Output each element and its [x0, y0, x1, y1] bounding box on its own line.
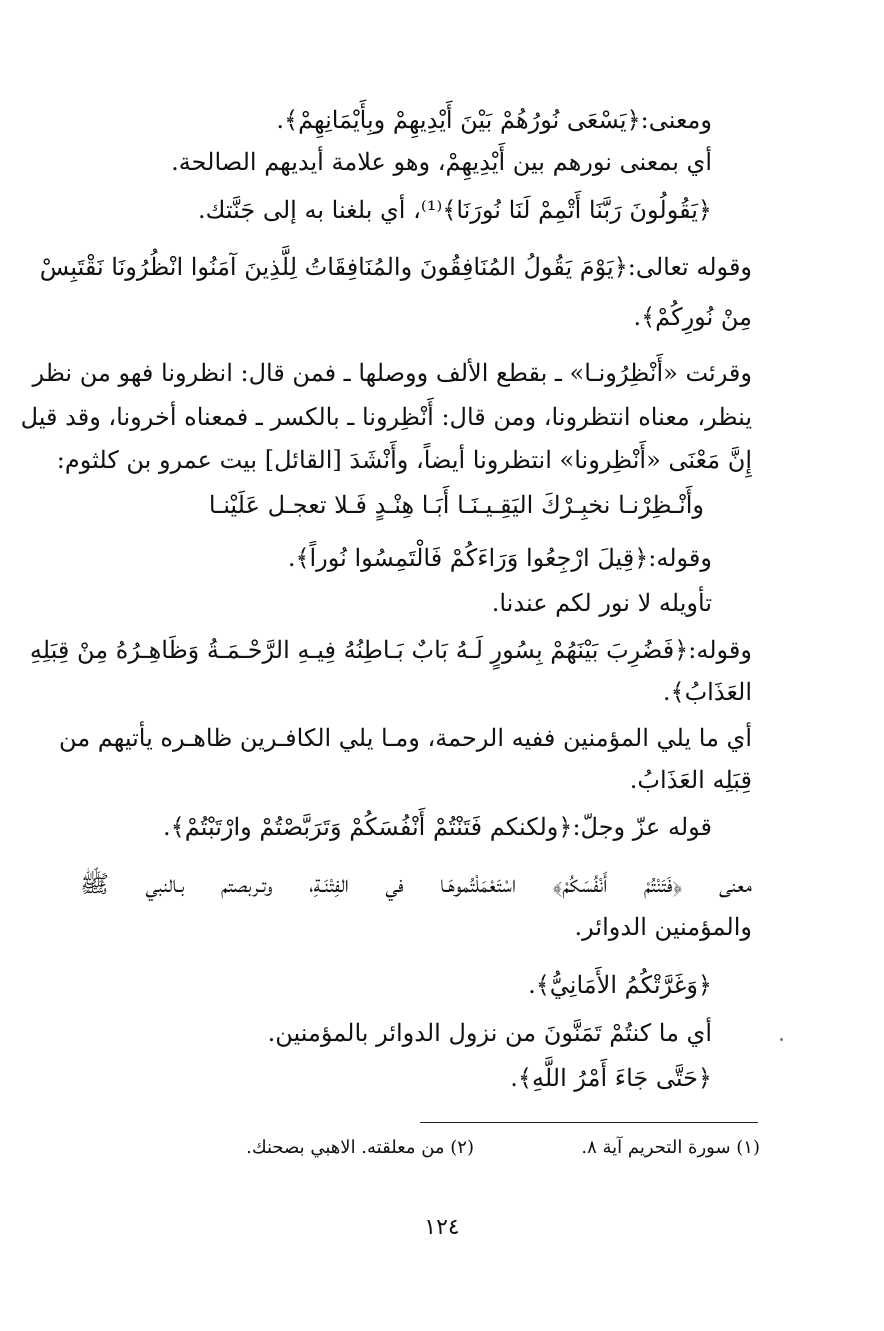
scan-speck [780, 1038, 783, 1041]
text-line-6: وقرئت «أَنْظِرُونـا» ـ بقطع الألف ووصلها ـ فمن قال: انظرونا فهو من نظر [32, 359, 752, 387]
footnote-2: (٢) من معلقته. الاهبي بصحنك. [246, 1137, 474, 1158]
text-line-11: وقوله:﴿فَضُرِبَ بَيْنَهُمْ بِسُورٍ لَـهُ بَابٌ بَـاطِنُهُ فِيـهِ الرَّحْـمَـةُ وَظَاهِـرُهُ مِنْ قِبَلِهِ [29, 636, 752, 664]
text-line-20: ﴿حَتَّى جَاءَ أَمْرُ اللَّهِ﴾. [510, 1064, 712, 1092]
text-line-19: أي ما كنتُمْ تَمَنَّونَ من نزول الدوائر بالمؤمنين. [267, 1019, 712, 1047]
text-line-12: العَذَابُ﴾. [662, 678, 752, 706]
text-line-7: ينظر، معناه انتظرونا، ومن قال: أَنْظِرونا ـ بالكسر ـ فمعناه أخرونا، وقد قيل [20, 403, 752, 431]
text-line-15: قوله عزّ وجلّ:﴿ولكنكم فَتَنْتُمْ أَنْفُسَكُمْ وَتَرَبَّصْتُمْ وارْتَبْتُمْ﴾. [163, 813, 712, 841]
text-line-18: ﴿وَغَرَّتْكُمُ الأَمَانِيُّ﴾. [528, 971, 712, 999]
text-line-13: أي ما يلي المؤمنين ففيه الرحمة، ومـا يلي الكافـرين ظاهـره يأتيهم من [59, 724, 752, 752]
page-number: ١٢٤ [424, 1215, 460, 1240]
text-line-16: معنى ﴿فَتَنْتُمْ أَنْفُسَكُمْ﴾ اسْتَعْمَلْتُموهَـا في الفِتْنَـةِ، وتـربصتم بـالنبي ﷺ [80, 870, 752, 898]
text-line-14: قِبَلِه العَذَابُ. [629, 766, 752, 794]
footnote-1: (١) سورة التحريم آية ٨. [581, 1137, 760, 1158]
text-line-3: ﴿يَقُولُونَ رَبَّنَا أَتْمِمْ لَنَا نُورَنَا﴾⁽¹⁾، أي بلغنا به إلى جَنَّتك. [198, 196, 712, 224]
text-line-1: ومعنى:﴿يَسْعَى نُورُهُمْ بَيْنَ أَيْدِيهِمْ وبِأَيْمَانِهِمْ﴾. [276, 106, 712, 134]
text-line-2: أي بمعنى نورهم بين أَيْدِيهِمْ، وهو علامة أيديهم الصالحة. [171, 148, 712, 176]
text-line-5: مِنْ نُورِكُمْ﴾. [633, 303, 752, 331]
text-line-17: والمؤمنين الدوائر. [574, 913, 752, 941]
text-line-8: إِنَّ مَعْنَى «أَنْظِرونا» انتظرونا أيضاً، وأَنْشَدَ [القائل] بيت عمرو بن كلثوم: [56, 446, 752, 474]
text-line-10: تأويله لا نور لكم عندنا. [491, 589, 712, 617]
poem-hemistich-2: وأَنْـظِرْنـا نخبِـرْكَ اليَقِـيـنَـا [457, 491, 704, 519]
poem-hemistich-1: أَبَـا هِنْـدٍ فَـلا تعجـل عَلَيْنـا [208, 491, 450, 519]
text-line-9: وقوله:﴿قِيلَ ارْجِعُوا وَرَاءَكُمْ فَالْتَمِسُوا نُوراً﴾. [287, 544, 712, 572]
text-line-4: وقوله تعالى:﴿يَوْمَ يَقُولُ المُنَافِقُونَ والمُنَافِقَاتُ لِلَّذِينَ آمَنُوا انْظُرُونَا نَقْتَبِسْ [39, 253, 752, 281]
poem-line [114, 485, 704, 525]
footnote-divider [420, 1122, 758, 1123]
